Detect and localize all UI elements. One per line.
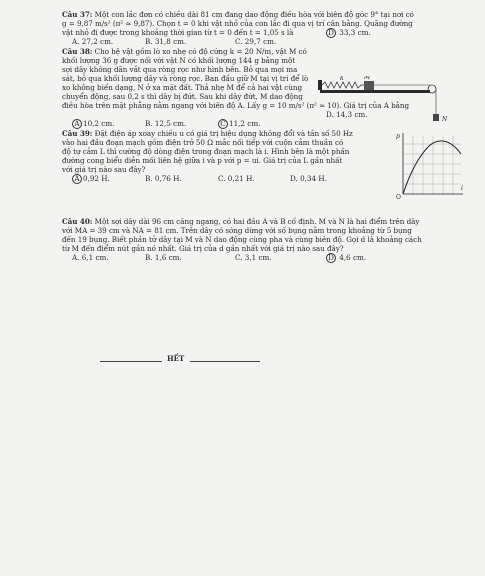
q40-option-c: C. 3,1 cm. (235, 253, 272, 262)
q39-option-b: B. 0,76 H. (145, 174, 182, 183)
q38-line-4: sát, bỏ qua khối lượng dây và ròng rọc. Ban đầu giữ M tại vị trí để lò (62, 74, 309, 83)
graph-label-i: i (461, 185, 463, 192)
figure-label-n: N (442, 116, 448, 123)
q39-option-c: C. 0,21 H. (218, 174, 255, 183)
q40-line-3: đến 19 bụng. Biết phần tử dây tại M và N dao động cùng pha và cùng biên độ. Gọi d là khoảng cách (62, 235, 422, 244)
power-current-graph (395, 130, 467, 200)
q37-option-c: C. 29,7 cm. (235, 37, 277, 46)
figure-label-m: M (364, 76, 371, 81)
q40-option-d: D 4,6 cm. (326, 253, 366, 263)
q38-line-3: sợi dây không dãn vắt qua ròng rọc như hình bên. Bỏ qua mọi ma (62, 65, 298, 74)
q40-line-4: từ M đến điểm nút gần nó nhất. Giá trị của d gần nhất với giá trị nào sau đây? (62, 244, 344, 253)
q37-option-d: D 33,3 cm. (326, 28, 371, 38)
q37-line-3: vật nhỏ đi được trong khoảng thời gian từ t = 0 đến t = 1,05 s là (62, 28, 294, 37)
q39-line-3: độ tự cảm L thì cường độ dòng điện trong đoạn mạch là i. Hình bên là một phần (62, 147, 350, 156)
q39-line-2: vào hai đầu đoạn mạch gồm điện trở 50 Ω mắc nối tiếp với cuộn cảm thuần có (62, 138, 344, 147)
q39-line-1: Câu 39: Đặt điện áp xoay chiều u có giá trị hiệu dụng không đổi và tần số 50 Hz (62, 129, 353, 138)
graph-label-origin: O (396, 194, 401, 200)
q38-option-d: D. 14,3 cm. (326, 110, 368, 119)
q37-option-a: A. 27,2 cm. (72, 37, 114, 46)
q38-option-a: A 10,2 cm. (72, 119, 114, 129)
q39-line-5: với giá trị nào sau đây? (62, 165, 146, 174)
q39-option-d: D. 0,34 H. (290, 174, 327, 183)
q37-line-2: g = 9,87 m/s² (π² ≈ 9,87). Chọn t = 0 khi vật nhỏ của con lắc đi qua vị trí cân bằng. Quãng đường (62, 19, 413, 28)
q38-line-7: điều hòa trên mặt phẳng nằm ngang với biên độ A. Lấy g = 10 m/s² (π² ≈ 10). Giá trị của A bằng (62, 101, 410, 110)
q38-line-6: chuyển động, sau 0,2 s thì dây bị đứt. Sau khi dây đứt, M dao động (62, 92, 303, 101)
q38-line-5: xo không biến dạng, N ở xa mặt đất. Thả nhẹ M để cả hai vật cùng (62, 83, 302, 92)
q39-line-4: đường cong biểu diễn mối liên hệ giữa i và p với p = ui. Giá trị của L gần nhất (62, 156, 343, 165)
q37-line-1: Câu 37: Một con lắc đơn có chiều dài 81 cm đang dao động điều hòa với biên độ góc 9° tại nơi có (62, 10, 414, 19)
figure-label-k: k (340, 76, 344, 82)
q38-option-c: C 11,2 cm. (218, 119, 260, 129)
end-rule-left (100, 361, 162, 362)
q40-line-2: với MA = 39 cm và NA = 81 cm. Trên dây có sóng dừng với số bụng nằm trong khoảng từ 5 bụng (62, 226, 412, 235)
q38-line-2: khối lượng 36 g được nối với vật N có khối lượng 144 g bằng một (62, 56, 296, 65)
q40-option-a: A. 6,1 cm. (72, 253, 109, 262)
q38-option-b: B. 12,5 cm. (145, 119, 187, 128)
spring-pulley-figure (318, 76, 448, 124)
q39-option-a: A 0,92 H. (72, 174, 110, 184)
end-marker: HẾT (167, 354, 185, 363)
q38-line-1: Câu 38: Cho hệ vật gồm lò xo nhẹ có độ cứng k = 20 N/m, vật M có (62, 47, 307, 56)
q40-line-1: Câu 40: Một sợi dây dài 96 cm căng ngang, có hai đầu A và B cố định. M và N là hai điểm trên dây (62, 217, 420, 226)
end-rule-right (190, 361, 260, 362)
q40-option-b: B. 1,6 cm. (145, 253, 182, 262)
graph-label-p: p (396, 133, 400, 140)
q37-option-b: B. 31,8 cm. (145, 37, 187, 46)
